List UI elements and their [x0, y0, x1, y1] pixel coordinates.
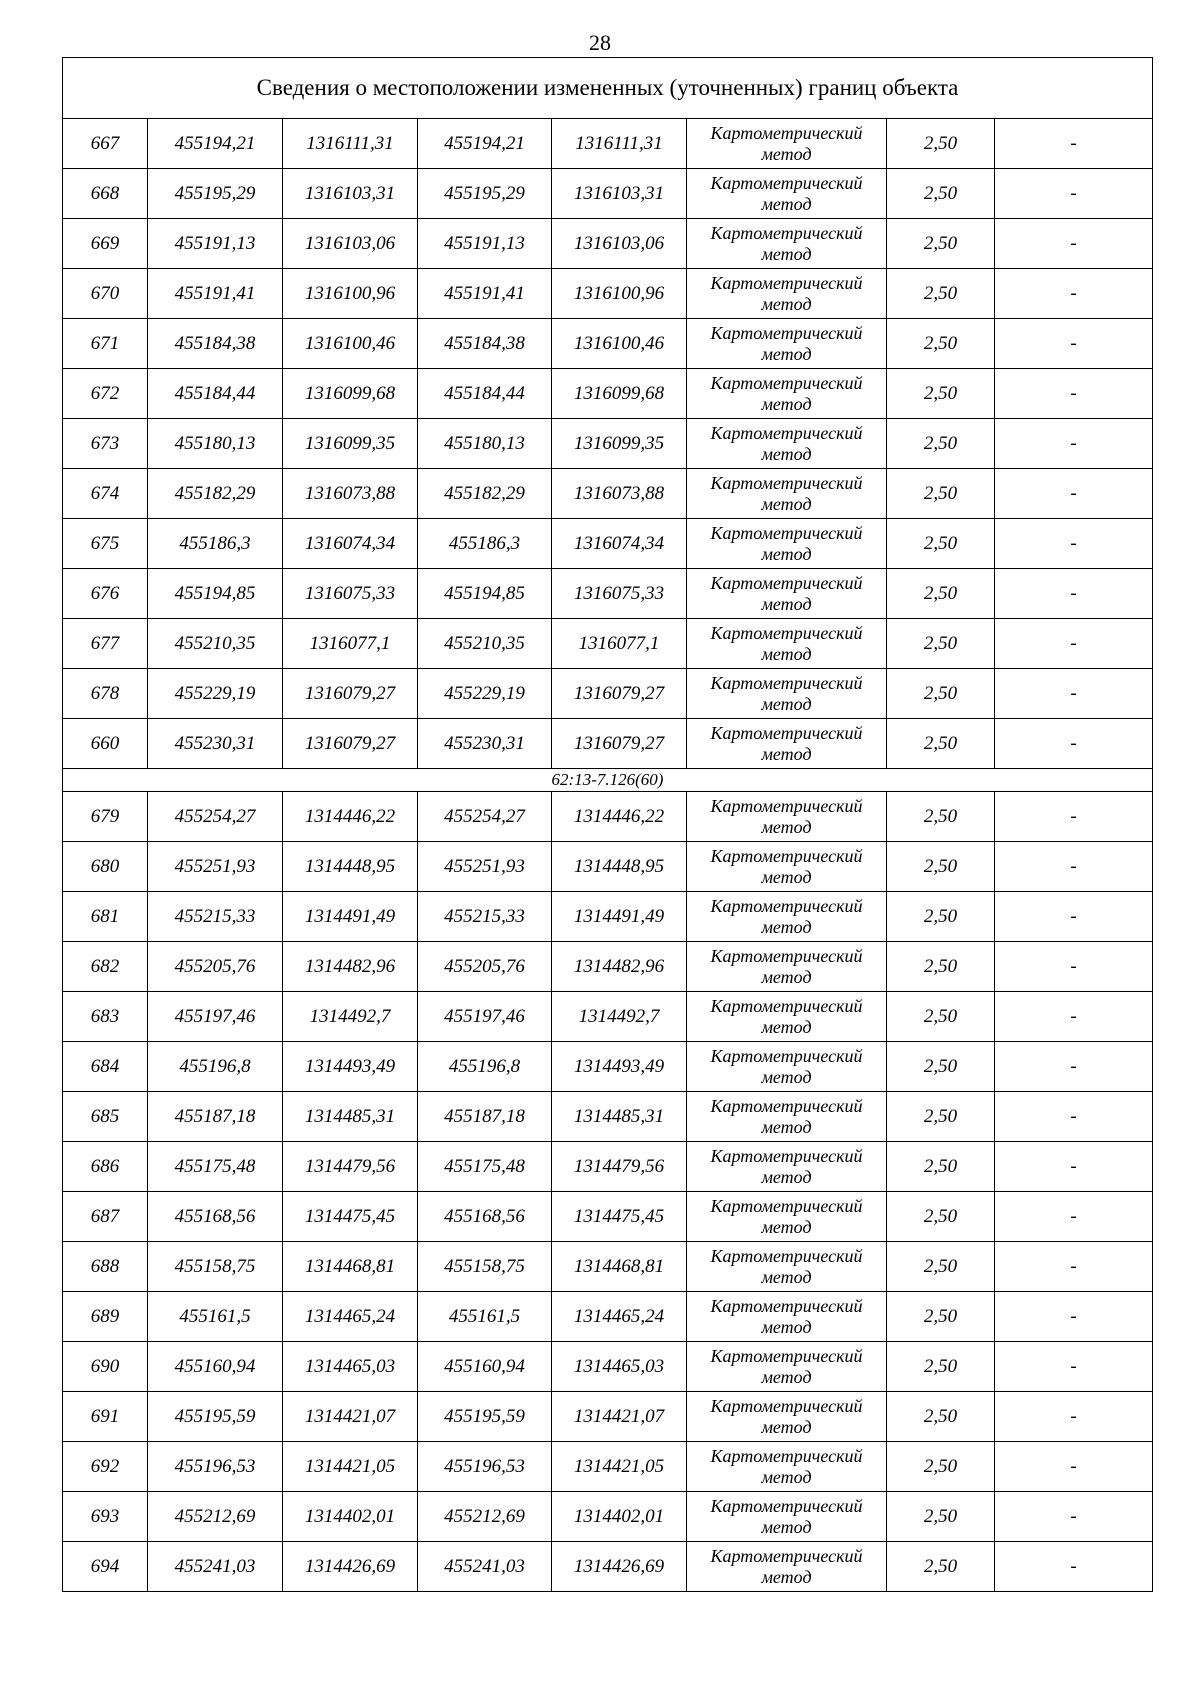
method-cell: Картометрический метод: [687, 1342, 887, 1392]
y-existing-cell: 1314468,81: [283, 1242, 418, 1292]
y-refined-cell: 1314491,49: [552, 892, 687, 942]
y-refined-cell: 1314446,22: [552, 792, 687, 842]
description-cell: -: [995, 219, 1153, 269]
y-existing-cell: 1314426,69: [283, 1542, 418, 1592]
table-row: [63, 1442, 1153, 1492]
method-cell: Картометрический метод: [687, 1242, 887, 1292]
x-refined-cell: 455160,94: [418, 1342, 552, 1392]
point-number-cell: 689: [63, 1292, 148, 1342]
x-refined-cell: 455158,75: [418, 1242, 552, 1292]
method-cell: Картометрический метод: [687, 1092, 887, 1142]
point-number-cell: 668: [63, 169, 148, 219]
x-existing-cell: 455180,13: [148, 419, 283, 469]
accuracy-cell: 2,50: [887, 669, 995, 719]
accuracy-cell: 2,50: [887, 1042, 995, 1092]
y-refined-cell: 1314448,95: [552, 842, 687, 892]
table-row: [63, 719, 1153, 769]
y-existing-cell: 1314491,49: [283, 892, 418, 942]
y-existing-cell: 1314492,7: [283, 992, 418, 1042]
description-cell: -: [995, 369, 1153, 419]
y-existing-cell: 1316099,35: [283, 419, 418, 469]
y-refined-cell: 1316100,96: [552, 269, 687, 319]
point-number-cell: 678: [63, 669, 148, 719]
y-existing-cell: 1314446,22: [283, 792, 418, 842]
table-row: [63, 619, 1153, 669]
x-existing-cell: 455215,33: [148, 892, 283, 942]
y-existing-cell: 1316103,06: [283, 219, 418, 269]
table-row: [63, 892, 1153, 942]
table-row: [63, 1042, 1153, 1092]
description-cell: -: [995, 669, 1153, 719]
y-existing-cell: 1316103,31: [283, 169, 418, 219]
method-cell: Картометрический метод: [687, 992, 887, 1042]
description-cell: -: [995, 469, 1153, 519]
x-refined-cell: 455186,3: [418, 519, 552, 569]
table-title: Сведения о местоположении измененных (уточненных) границ объекта: [63, 58, 1153, 119]
table-row: [63, 1492, 1153, 1542]
x-refined-cell: 455168,56: [418, 1192, 552, 1242]
accuracy-cell: 2,50: [887, 1542, 995, 1592]
x-existing-cell: 455187,18: [148, 1092, 283, 1142]
section-label: 62:13-7.126(60): [63, 769, 1153, 792]
accuracy-cell: 2,50: [887, 619, 995, 669]
y-existing-cell: 1316073,88: [283, 469, 418, 519]
x-existing-cell: 455175,48: [148, 1142, 283, 1192]
method-cell: Картометрический метод: [687, 1042, 887, 1092]
description-cell: -: [995, 1492, 1153, 1542]
point-number-cell: 690: [63, 1342, 148, 1392]
method-cell: Картометрический метод: [687, 1392, 887, 1442]
table-row: [63, 792, 1153, 842]
accuracy-cell: 2,50: [887, 792, 995, 842]
point-number-cell: 660: [63, 719, 148, 769]
x-refined-cell: 455184,38: [418, 319, 552, 369]
method-cell: Картометрический метод: [687, 1442, 887, 1492]
point-number-cell: 670: [63, 269, 148, 319]
x-existing-cell: 455158,75: [148, 1242, 283, 1292]
x-refined-cell: 455194,21: [418, 119, 552, 169]
x-existing-cell: 455197,46: [148, 992, 283, 1042]
y-existing-cell: 1316079,27: [283, 669, 418, 719]
method-cell: Картометрический метод: [687, 792, 887, 842]
description-cell: -: [995, 1242, 1153, 1292]
description-cell: -: [995, 792, 1153, 842]
y-existing-cell: 1314485,31: [283, 1092, 418, 1142]
table-row: [63, 992, 1153, 1042]
accuracy-cell: 2,50: [887, 369, 995, 419]
description-cell: -: [995, 269, 1153, 319]
x-existing-cell: 455195,59: [148, 1392, 283, 1442]
x-existing-cell: 455210,35: [148, 619, 283, 669]
x-refined-cell: 455229,19: [418, 669, 552, 719]
accuracy-cell: 2,50: [887, 1392, 995, 1442]
method-cell: Картометрический метод: [687, 669, 887, 719]
y-refined-cell: 1316073,88: [552, 469, 687, 519]
y-existing-cell: 1314482,96: [283, 942, 418, 992]
accuracy-cell: 2,50: [887, 519, 995, 569]
boundary-coordinates-table: [62, 57, 1153, 1592]
accuracy-cell: 2,50: [887, 1342, 995, 1392]
x-refined-cell: 455196,8: [418, 1042, 552, 1092]
method-cell: Картометрический метод: [687, 219, 887, 269]
table-row: [63, 1092, 1153, 1142]
description-cell: -: [995, 169, 1153, 219]
method-cell: Картометрический метод: [687, 319, 887, 369]
accuracy-cell: 2,50: [887, 992, 995, 1042]
accuracy-cell: 2,50: [887, 719, 995, 769]
description-cell: -: [995, 119, 1153, 169]
point-number-cell: 688: [63, 1242, 148, 1292]
description-cell: -: [995, 1442, 1153, 1492]
method-cell: Картометрический метод: [687, 842, 887, 892]
y-refined-cell: 1316111,31: [552, 119, 687, 169]
point-number-cell: 680: [63, 842, 148, 892]
description-cell: -: [995, 519, 1153, 569]
y-existing-cell: 1316100,96: [283, 269, 418, 319]
y-refined-cell: 1316079,27: [552, 669, 687, 719]
accuracy-cell: 2,50: [887, 1442, 995, 1492]
x-existing-cell: 455229,19: [148, 669, 283, 719]
point-number-cell: 679: [63, 792, 148, 842]
table-row: [63, 119, 1153, 169]
table-row: [63, 1192, 1153, 1242]
y-refined-cell: 1316077,1: [552, 619, 687, 669]
point-number-cell: 693: [63, 1492, 148, 1542]
table-row: [63, 1292, 1153, 1342]
point-number-cell: 673: [63, 419, 148, 469]
y-refined-cell: 1316103,31: [552, 169, 687, 219]
x-refined-cell: 455191,41: [418, 269, 552, 319]
x-refined-cell: 455230,31: [418, 719, 552, 769]
x-existing-cell: 455254,27: [148, 792, 283, 842]
y-refined-cell: 1316074,34: [552, 519, 687, 569]
method-cell: Картометрический метод: [687, 369, 887, 419]
accuracy-cell: 2,50: [887, 842, 995, 892]
table-row: [63, 1342, 1153, 1392]
y-existing-cell: 1316077,1: [283, 619, 418, 669]
x-refined-cell: 455191,13: [418, 219, 552, 269]
y-refined-cell: 1314492,7: [552, 992, 687, 1042]
x-existing-cell: 455168,56: [148, 1192, 283, 1242]
method-cell: Картометрический метод: [687, 719, 887, 769]
x-existing-cell: 455196,8: [148, 1042, 283, 1092]
y-refined-cell: 1314475,45: [552, 1192, 687, 1242]
y-existing-cell: 1314465,24: [283, 1292, 418, 1342]
accuracy-cell: 2,50: [887, 1092, 995, 1142]
y-existing-cell: 1316099,68: [283, 369, 418, 419]
point-number-cell: 694: [63, 1542, 148, 1592]
method-cell: Картометрический метод: [687, 619, 887, 669]
x-existing-cell: 455182,29: [148, 469, 283, 519]
method-cell: Картометрический метод: [687, 269, 887, 319]
x-refined-cell: 455175,48: [418, 1142, 552, 1192]
point-number-cell: 675: [63, 519, 148, 569]
y-refined-cell: 1314402,01: [552, 1492, 687, 1542]
section-header-row: [63, 769, 1153, 792]
y-refined-cell: 1316103,06: [552, 219, 687, 269]
point-number-cell: 683: [63, 992, 148, 1042]
description-cell: -: [995, 569, 1153, 619]
description-cell: -: [995, 1092, 1153, 1142]
point-number-cell: 682: [63, 942, 148, 992]
x-refined-cell: 455161,5: [418, 1292, 552, 1342]
accuracy-cell: 2,50: [887, 892, 995, 942]
y-refined-cell: 1316075,33: [552, 569, 687, 619]
method-cell: Картометрический метод: [687, 519, 887, 569]
method-cell: Картометрический метод: [687, 892, 887, 942]
method-cell: Картометрический метод: [687, 1292, 887, 1342]
y-refined-cell: 1314485,31: [552, 1092, 687, 1142]
accuracy-cell: 2,50: [887, 119, 995, 169]
x-refined-cell: 455194,85: [418, 569, 552, 619]
y-existing-cell: 1316079,27: [283, 719, 418, 769]
accuracy-cell: 2,50: [887, 942, 995, 992]
table-row: [63, 569, 1153, 619]
y-refined-cell: 1314421,05: [552, 1442, 687, 1492]
table-row: [63, 169, 1153, 219]
y-existing-cell: 1314479,56: [283, 1142, 418, 1192]
method-cell: Картометрический метод: [687, 169, 887, 219]
accuracy-cell: 2,50: [887, 1242, 995, 1292]
x-existing-cell: 455184,38: [148, 319, 283, 369]
description-cell: -: [995, 1292, 1153, 1342]
y-refined-cell: 1314465,24: [552, 1292, 687, 1342]
y-existing-cell: 1314421,07: [283, 1392, 418, 1442]
method-cell: Картометрический метод: [687, 419, 887, 469]
y-refined-cell: 1316099,35: [552, 419, 687, 469]
y-existing-cell: 1314475,45: [283, 1192, 418, 1242]
accuracy-cell: 2,50: [887, 569, 995, 619]
x-existing-cell: 455160,94: [148, 1342, 283, 1392]
y-refined-cell: 1314468,81: [552, 1242, 687, 1292]
description-cell: -: [995, 842, 1153, 892]
point-number-cell: 691: [63, 1392, 148, 1442]
description-cell: -: [995, 719, 1153, 769]
method-cell: Картометрический метод: [687, 569, 887, 619]
table-row: [63, 1392, 1153, 1442]
x-existing-cell: 455196,53: [148, 1442, 283, 1492]
accuracy-cell: 2,50: [887, 169, 995, 219]
method-cell: Картометрический метод: [687, 1192, 887, 1242]
y-refined-cell: 1316079,27: [552, 719, 687, 769]
y-existing-cell: 1314465,03: [283, 1342, 418, 1392]
x-existing-cell: 455251,93: [148, 842, 283, 892]
y-refined-cell: 1316100,46: [552, 319, 687, 369]
table-row: [63, 469, 1153, 519]
y-existing-cell: 1314448,95: [283, 842, 418, 892]
x-refined-cell: 455196,53: [418, 1442, 552, 1492]
table-row: [63, 1142, 1153, 1192]
table-row: [63, 1242, 1153, 1292]
accuracy-cell: 2,50: [887, 469, 995, 519]
description-cell: -: [995, 1192, 1153, 1242]
x-existing-cell: 455194,21: [148, 119, 283, 169]
y-refined-cell: 1314479,56: [552, 1142, 687, 1192]
description-cell: -: [995, 1042, 1153, 1092]
table-row: [63, 669, 1153, 719]
x-refined-cell: 455254,27: [418, 792, 552, 842]
table-row: [63, 319, 1153, 369]
method-cell: Картометрический метод: [687, 1142, 887, 1192]
y-existing-cell: 1316100,46: [283, 319, 418, 369]
point-number-cell: 681: [63, 892, 148, 942]
point-number-cell: 672: [63, 369, 148, 419]
y-refined-cell: 1314493,49: [552, 1042, 687, 1092]
x-existing-cell: 455195,29: [148, 169, 283, 219]
x-existing-cell: 455191,13: [148, 219, 283, 269]
accuracy-cell: 2,50: [887, 219, 995, 269]
method-cell: Картометрический метод: [687, 469, 887, 519]
table-row: [63, 842, 1153, 892]
y-existing-cell: 1314421,05: [283, 1442, 418, 1492]
accuracy-cell: 2,50: [887, 419, 995, 469]
table-row: [63, 219, 1153, 269]
description-cell: -: [995, 619, 1153, 669]
x-existing-cell: 455194,85: [148, 569, 283, 619]
x-refined-cell: 455205,76: [418, 942, 552, 992]
table-row: [63, 942, 1153, 992]
x-refined-cell: 455187,18: [418, 1092, 552, 1142]
point-number-cell: 677: [63, 619, 148, 669]
x-refined-cell: 455241,03: [418, 1542, 552, 1592]
description-cell: -: [995, 942, 1153, 992]
description-cell: -: [995, 1142, 1153, 1192]
method-cell: Картометрический метод: [687, 1492, 887, 1542]
x-existing-cell: 455241,03: [148, 1542, 283, 1592]
point-number-cell: 687: [63, 1192, 148, 1242]
point-number-cell: 674: [63, 469, 148, 519]
table-row: [63, 269, 1153, 319]
x-refined-cell: 455212,69: [418, 1492, 552, 1542]
y-refined-cell: 1314421,07: [552, 1392, 687, 1442]
x-refined-cell: 455215,33: [418, 892, 552, 942]
page-number: 28: [589, 30, 611, 55]
table-row: [63, 1542, 1153, 1592]
x-refined-cell: 455180,13: [418, 419, 552, 469]
point-number-cell: 685: [63, 1092, 148, 1142]
accuracy-cell: 2,50: [887, 269, 995, 319]
accuracy-cell: 2,50: [887, 1192, 995, 1242]
point-number-cell: 669: [63, 219, 148, 269]
description-cell: -: [995, 419, 1153, 469]
x-existing-cell: 455184,44: [148, 369, 283, 419]
description-cell: -: [995, 1542, 1153, 1592]
accuracy-cell: 2,50: [887, 1142, 995, 1192]
table-row: [63, 519, 1153, 569]
x-refined-cell: 455195,59: [418, 1392, 552, 1442]
y-existing-cell: 1316075,33: [283, 569, 418, 619]
x-refined-cell: 455195,29: [418, 169, 552, 219]
y-refined-cell: 1314482,96: [552, 942, 687, 992]
point-number-cell: 676: [63, 569, 148, 619]
method-cell: Картометрический метод: [687, 942, 887, 992]
x-refined-cell: 455210,35: [418, 619, 552, 669]
x-existing-cell: 455205,76: [148, 942, 283, 992]
x-refined-cell: 455182,29: [418, 469, 552, 519]
y-existing-cell: 1314402,01: [283, 1492, 418, 1542]
accuracy-cell: 2,50: [887, 1492, 995, 1542]
method-cell: Картометрический метод: [687, 119, 887, 169]
x-existing-cell: 455230,31: [148, 719, 283, 769]
point-number-cell: 692: [63, 1442, 148, 1492]
y-refined-cell: 1314426,69: [552, 1542, 687, 1592]
y-existing-cell: 1316074,34: [283, 519, 418, 569]
x-refined-cell: 455197,46: [418, 992, 552, 1042]
description-cell: -: [995, 992, 1153, 1042]
accuracy-cell: 2,50: [887, 319, 995, 369]
x-existing-cell: 455161,5: [148, 1292, 283, 1342]
point-number-cell: 684: [63, 1042, 148, 1092]
x-existing-cell: 455186,3: [148, 519, 283, 569]
table-row: [63, 369, 1153, 419]
x-existing-cell: 455191,41: [148, 269, 283, 319]
y-existing-cell: 1316111,31: [283, 119, 418, 169]
point-number-cell: 671: [63, 319, 148, 369]
description-cell: -: [995, 1342, 1153, 1392]
method-cell: Картометрический метод: [687, 1542, 887, 1592]
y-refined-cell: 1314465,03: [552, 1342, 687, 1392]
y-existing-cell: 1314493,49: [283, 1042, 418, 1092]
point-number-cell: 686: [63, 1142, 148, 1192]
x-refined-cell: 455251,93: [418, 842, 552, 892]
accuracy-cell: 2,50: [887, 1292, 995, 1342]
description-cell: -: [995, 319, 1153, 369]
y-refined-cell: 1316099,68: [552, 369, 687, 419]
description-cell: -: [995, 892, 1153, 942]
table-row: [63, 419, 1153, 469]
x-existing-cell: 455212,69: [148, 1492, 283, 1542]
table-title-row: [63, 58, 1153, 119]
point-number-cell: 667: [63, 119, 148, 169]
x-refined-cell: 455184,44: [418, 369, 552, 419]
description-cell: -: [995, 1392, 1153, 1442]
